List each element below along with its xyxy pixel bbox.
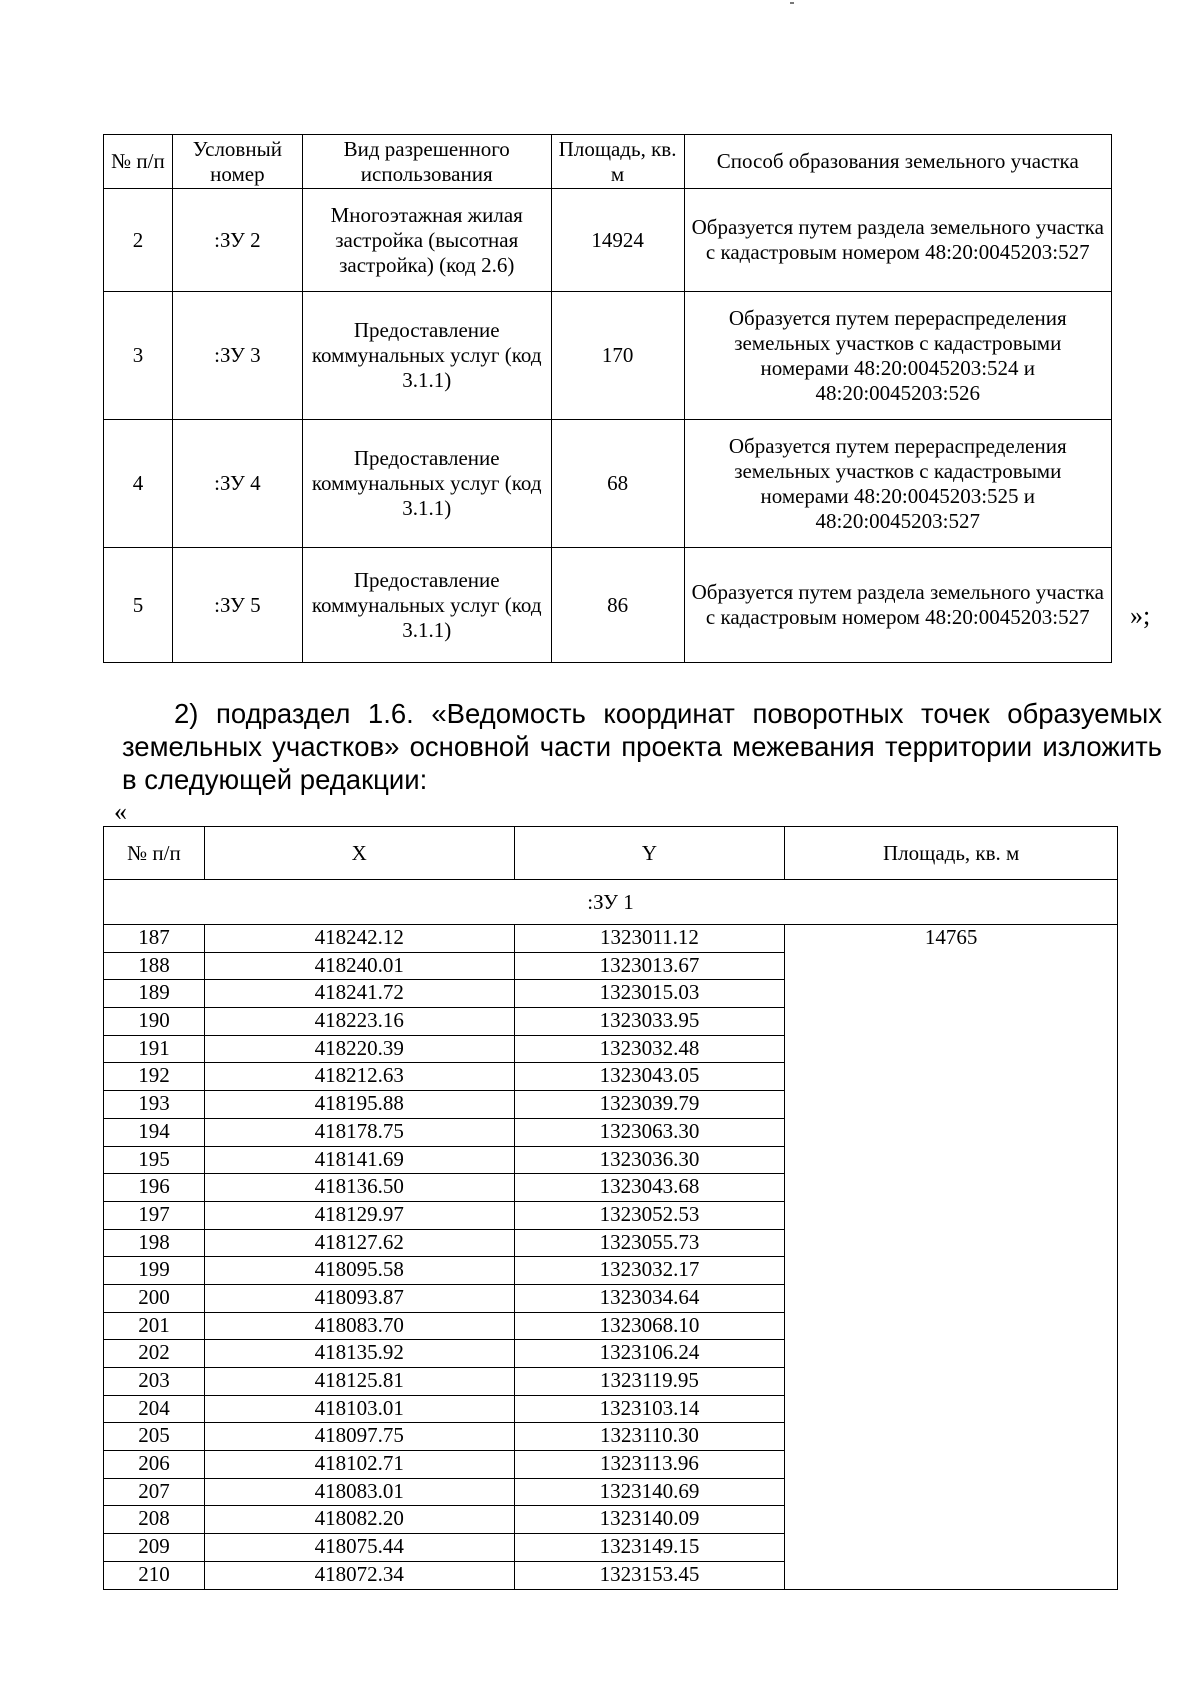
cell-y: 1323043.05 bbox=[514, 1063, 785, 1091]
cell-num: 5 bbox=[104, 548, 173, 663]
cell-num: 3 bbox=[104, 292, 173, 420]
cell-x: 418178.75 bbox=[204, 1118, 514, 1146]
cell-x: 418135.92 bbox=[204, 1340, 514, 1368]
opening-quote: « bbox=[114, 797, 127, 826]
cell-y: 1323032.48 bbox=[514, 1035, 785, 1063]
cell-method: Образуется путем раздела земельного участка с кадастровым номером 48:20:0045203:527 bbox=[684, 548, 1111, 663]
cell-y: 1323034.64 bbox=[514, 1284, 785, 1312]
cell-code: :ЗУ 2 bbox=[172, 189, 302, 292]
coordinates-table bbox=[103, 826, 1118, 1590]
cell-y: 1323113.96 bbox=[514, 1451, 785, 1479]
cell-method: Образуется путем перераспределения земельных участков с кадастровыми номерами 48:20:0045203:525 и 48:20:0045203:527 bbox=[684, 420, 1111, 548]
cell-num: 195 bbox=[104, 1146, 205, 1174]
cell-num: 187 bbox=[104, 925, 205, 953]
table-row bbox=[104, 292, 1112, 420]
cell-x: 418082.20 bbox=[204, 1506, 514, 1534]
cell-x: 418242.12 bbox=[204, 925, 514, 953]
cell-y: 1323140.69 bbox=[514, 1478, 785, 1506]
cell-x: 418102.71 bbox=[204, 1451, 514, 1479]
header-method: Способ образования земельного участка bbox=[684, 135, 1111, 189]
cell-num: 194 bbox=[104, 1118, 205, 1146]
cell-y: 1323039.79 bbox=[514, 1091, 785, 1119]
cell-num: 208 bbox=[104, 1506, 205, 1534]
cell-num: 198 bbox=[104, 1229, 205, 1257]
cell-x: 418097.75 bbox=[204, 1423, 514, 1451]
cell-method: Образуется путем раздела земельного участка с кадастровым номером 48:20:0045203:527 bbox=[684, 189, 1111, 292]
cell-y: 1323013.67 bbox=[514, 952, 785, 980]
cell-y: 1323036.30 bbox=[514, 1146, 785, 1174]
cell-y: 1323119.95 bbox=[514, 1368, 785, 1396]
cell-x: 418083.01 bbox=[204, 1478, 514, 1506]
cell-y: 1323140.09 bbox=[514, 1506, 785, 1534]
cell-num: 199 bbox=[104, 1257, 205, 1285]
header-num: № п/п bbox=[104, 827, 205, 880]
page-mark bbox=[790, 2, 794, 4]
header-area: Площадь, кв. м bbox=[551, 135, 684, 189]
cell-code: :ЗУ 5 bbox=[172, 548, 302, 663]
cell-area: 68 bbox=[551, 420, 684, 548]
cell-use: Предоставление коммунальных услуг (код 3.1.1) bbox=[302, 292, 551, 420]
cell-y: 1323063.30 bbox=[514, 1118, 785, 1146]
cell-num: 2 bbox=[104, 189, 173, 292]
cell-num: 190 bbox=[104, 1008, 205, 1036]
cell-y: 1323043.68 bbox=[514, 1174, 785, 1202]
cell-x: 418195.88 bbox=[204, 1091, 514, 1119]
cell-use: Предоставление коммунальных услуг (код 3.1.1) bbox=[302, 548, 551, 663]
cell-method: Образуется путем перераспределения земельных участков с кадастровыми номерами 48:20:0045203:524 и 48:20:0045203:526 bbox=[684, 292, 1111, 420]
cell-area: 14765 bbox=[785, 925, 1118, 1590]
header-num: № п/п bbox=[104, 135, 173, 189]
cell-x: 418240.01 bbox=[204, 952, 514, 980]
cell-area: 86 bbox=[551, 548, 684, 663]
cell-x: 418093.87 bbox=[204, 1284, 514, 1312]
cell-num: 188 bbox=[104, 952, 205, 980]
cell-code: :ЗУ 3 bbox=[172, 292, 302, 420]
cell-x: 418241.72 bbox=[204, 980, 514, 1008]
cell-num: 204 bbox=[104, 1395, 205, 1423]
cell-y: 1323015.03 bbox=[514, 980, 785, 1008]
cell-num: 201 bbox=[104, 1312, 205, 1340]
cell-x: 418141.69 bbox=[204, 1146, 514, 1174]
cell-x: 418072.34 bbox=[204, 1561, 514, 1589]
zone-row bbox=[104, 880, 1118, 925]
cell-y: 1323055.73 bbox=[514, 1229, 785, 1257]
cell-area: 170 bbox=[551, 292, 684, 420]
header-area: Площадь, кв. м bbox=[785, 827, 1118, 880]
cell-num: 202 bbox=[104, 1340, 205, 1368]
cell-y: 1323011.12 bbox=[514, 925, 785, 953]
header-code: Условный номер bbox=[172, 135, 302, 189]
coords-table-header bbox=[104, 827, 1118, 880]
cell-num: 207 bbox=[104, 1478, 205, 1506]
cell-y: 1323032.17 bbox=[514, 1257, 785, 1285]
cell-y: 1323110.30 bbox=[514, 1423, 785, 1451]
cell-num: 209 bbox=[104, 1534, 205, 1562]
table-row bbox=[104, 189, 1112, 292]
cell-num: 191 bbox=[104, 1035, 205, 1063]
table-row bbox=[104, 420, 1112, 548]
cell-x: 418125.81 bbox=[204, 1368, 514, 1396]
cell-x: 418075.44 bbox=[204, 1534, 514, 1562]
zone-label: :ЗУ 1 bbox=[104, 880, 1118, 925]
cell-y: 1323149.15 bbox=[514, 1534, 785, 1562]
cell-num: 196 bbox=[104, 1174, 205, 1202]
cell-num: 200 bbox=[104, 1284, 205, 1312]
cell-x: 418103.01 bbox=[204, 1395, 514, 1423]
plots-table-header bbox=[104, 135, 1112, 189]
header-x: X bbox=[204, 827, 514, 880]
cell-x: 418212.63 bbox=[204, 1063, 514, 1091]
cell-num: 205 bbox=[104, 1423, 205, 1451]
cell-y: 1323153.45 bbox=[514, 1561, 785, 1589]
cell-area: 14924 bbox=[551, 189, 684, 292]
cell-y: 1323106.24 bbox=[514, 1340, 785, 1368]
cell-num: 210 bbox=[104, 1561, 205, 1589]
cell-x: 418220.39 bbox=[204, 1035, 514, 1063]
cell-use: Многоэтажная жилая застройка (высотная застройка) (код 2.6) bbox=[302, 189, 551, 292]
cell-y: 1323068.10 bbox=[514, 1312, 785, 1340]
cell-num: 192 bbox=[104, 1063, 205, 1091]
cell-x: 418136.50 bbox=[204, 1174, 514, 1202]
header-use: Вид разрешенного использования bbox=[302, 135, 551, 189]
cell-num: 189 bbox=[104, 980, 205, 1008]
cell-num: 203 bbox=[104, 1368, 205, 1396]
cell-num: 193 bbox=[104, 1091, 205, 1119]
cell-x: 418083.70 bbox=[204, 1312, 514, 1340]
cell-num: 206 bbox=[104, 1451, 205, 1479]
cell-code: :ЗУ 4 bbox=[172, 420, 302, 548]
table-row bbox=[104, 925, 1118, 953]
cell-y: 1323103.14 bbox=[514, 1395, 785, 1423]
cell-x: 418129.97 bbox=[204, 1201, 514, 1229]
cell-y: 1323052.53 bbox=[514, 1201, 785, 1229]
cell-use: Предоставление коммунальных услуг (код 3.1.1) bbox=[302, 420, 551, 548]
amendment-paragraph: 2) подраздел 1.6. «Ведомость координат поворотных точек образуемых земельных участков» основной части проекта межевания территории изложить в следующей редакции: bbox=[122, 698, 1162, 795]
plots-table bbox=[103, 134, 1112, 663]
cell-x: 418127.62 bbox=[204, 1229, 514, 1257]
table-row bbox=[104, 548, 1112, 663]
cell-x: 418223.16 bbox=[204, 1008, 514, 1036]
cell-num: 197 bbox=[104, 1201, 205, 1229]
cell-x: 418095.58 bbox=[204, 1257, 514, 1285]
cell-num: 4 bbox=[104, 420, 173, 548]
closing-quote: »; bbox=[1130, 601, 1151, 630]
header-y: Y bbox=[514, 827, 785, 880]
cell-y: 1323033.95 bbox=[514, 1008, 785, 1036]
